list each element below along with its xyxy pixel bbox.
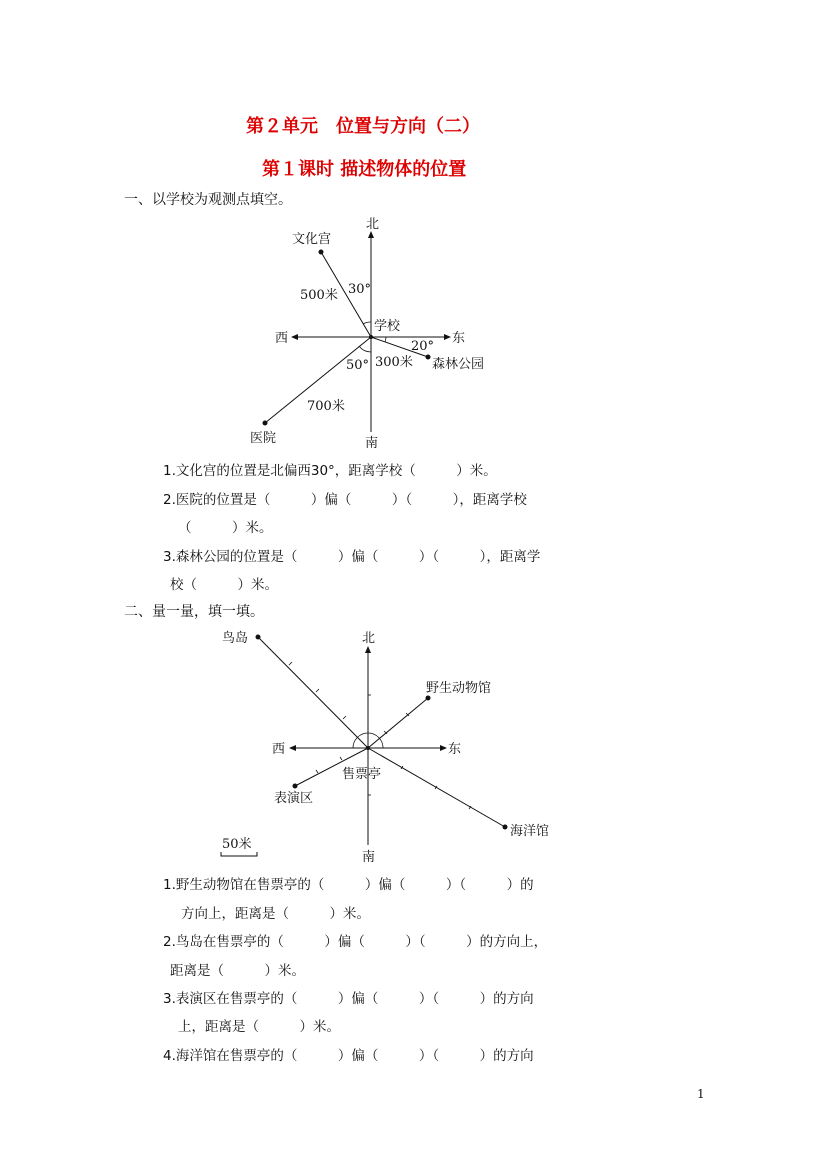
point-show-area (293, 784, 298, 789)
s2-question-1-cont: 方向上，距离是（ ）米。 (181, 906, 370, 922)
label-east-2: 东 (448, 742, 462, 757)
label-angle-hospital: 50° (346, 358, 370, 373)
section1-heading: 一、以学校为观测点填空。 (124, 192, 292, 208)
label-culture-palace: 文化宫 (292, 232, 332, 247)
s2-question-2: 2.鸟岛在售票亭的（ ）偏（ ）（ ）的方向上， (163, 934, 548, 950)
label-ticket-booth: 售票亭 (342, 767, 382, 782)
label-bird-island: 鸟岛 (222, 631, 249, 646)
label-angle-park: 20° (411, 339, 435, 354)
label-north-2: 北 (362, 631, 376, 646)
lesson-title: 第１课时 描述物体的位置 (262, 159, 467, 180)
s1-question-1: 1.文化宫的位置是北偏西30°，距离学校（ ）米。 (163, 463, 497, 479)
label-dist-culture: 500米 (300, 288, 338, 303)
label-south-2: 南 (362, 850, 376, 865)
label-show-area: 表演区 (274, 791, 314, 806)
page-number: 1 (697, 1087, 705, 1101)
label-hospital: 医院 (250, 431, 277, 446)
ray-zoo (368, 698, 428, 748)
label-ocean: 海洋馆 (510, 824, 550, 839)
s1-question-3: 3.森林公园的位置是（ ）偏（ ）（ ），距离学 (163, 549, 541, 565)
s2-question-3: 3.表演区在售票亭的（ ）偏（ ）（ ）的方向 (163, 991, 534, 1007)
label-north: 北 (366, 217, 380, 232)
ray-bird-island (258, 637, 368, 748)
label-west: 西 (275, 331, 289, 346)
label-school: 学校 (374, 319, 401, 334)
s1-question-2-cont: （ ）米。 (178, 520, 273, 536)
ray-ocean (368, 748, 505, 827)
label-forest-park: 森林公园 (432, 357, 485, 372)
s1-question-2: 2.医院的位置是（ ）偏（ ）（ ），距离学校 (163, 492, 527, 508)
label-east: 东 (452, 331, 466, 346)
section2-heading: 二、量一量，填一填。 (124, 604, 264, 620)
label-scale: 50米 (222, 837, 252, 852)
point-zoo (426, 696, 431, 701)
label-zoo: 野生动物馆 (426, 681, 492, 696)
point-ocean (503, 825, 508, 830)
label-west-2: 西 (272, 742, 286, 757)
scale-bar (221, 852, 257, 856)
label-dist-hospital: 700米 (307, 399, 345, 414)
label-dist-park: 300米 (375, 355, 413, 370)
point-bird-island (256, 635, 261, 640)
label-angle-culture: 30° (348, 282, 372, 297)
s2-question-1: 1.野生动物馆在售票亭的（ ）偏（ ）（ ）的 (163, 877, 534, 893)
s2-question-3-cont: 上，距离是（ ）米。 (178, 1019, 340, 1035)
unit-title: 第２单元 位置与方向（二） (246, 116, 480, 137)
s1-question-3-cont: 校（ ）米。 (170, 577, 278, 593)
label-south: 南 (365, 436, 379, 451)
s2-question-4: 4.海洋馆在售票亭的（ ）偏（ ）（ ）的方向 (163, 1048, 534, 1064)
s2-question-2-cont: 距离是（ ）米。 (170, 963, 305, 979)
